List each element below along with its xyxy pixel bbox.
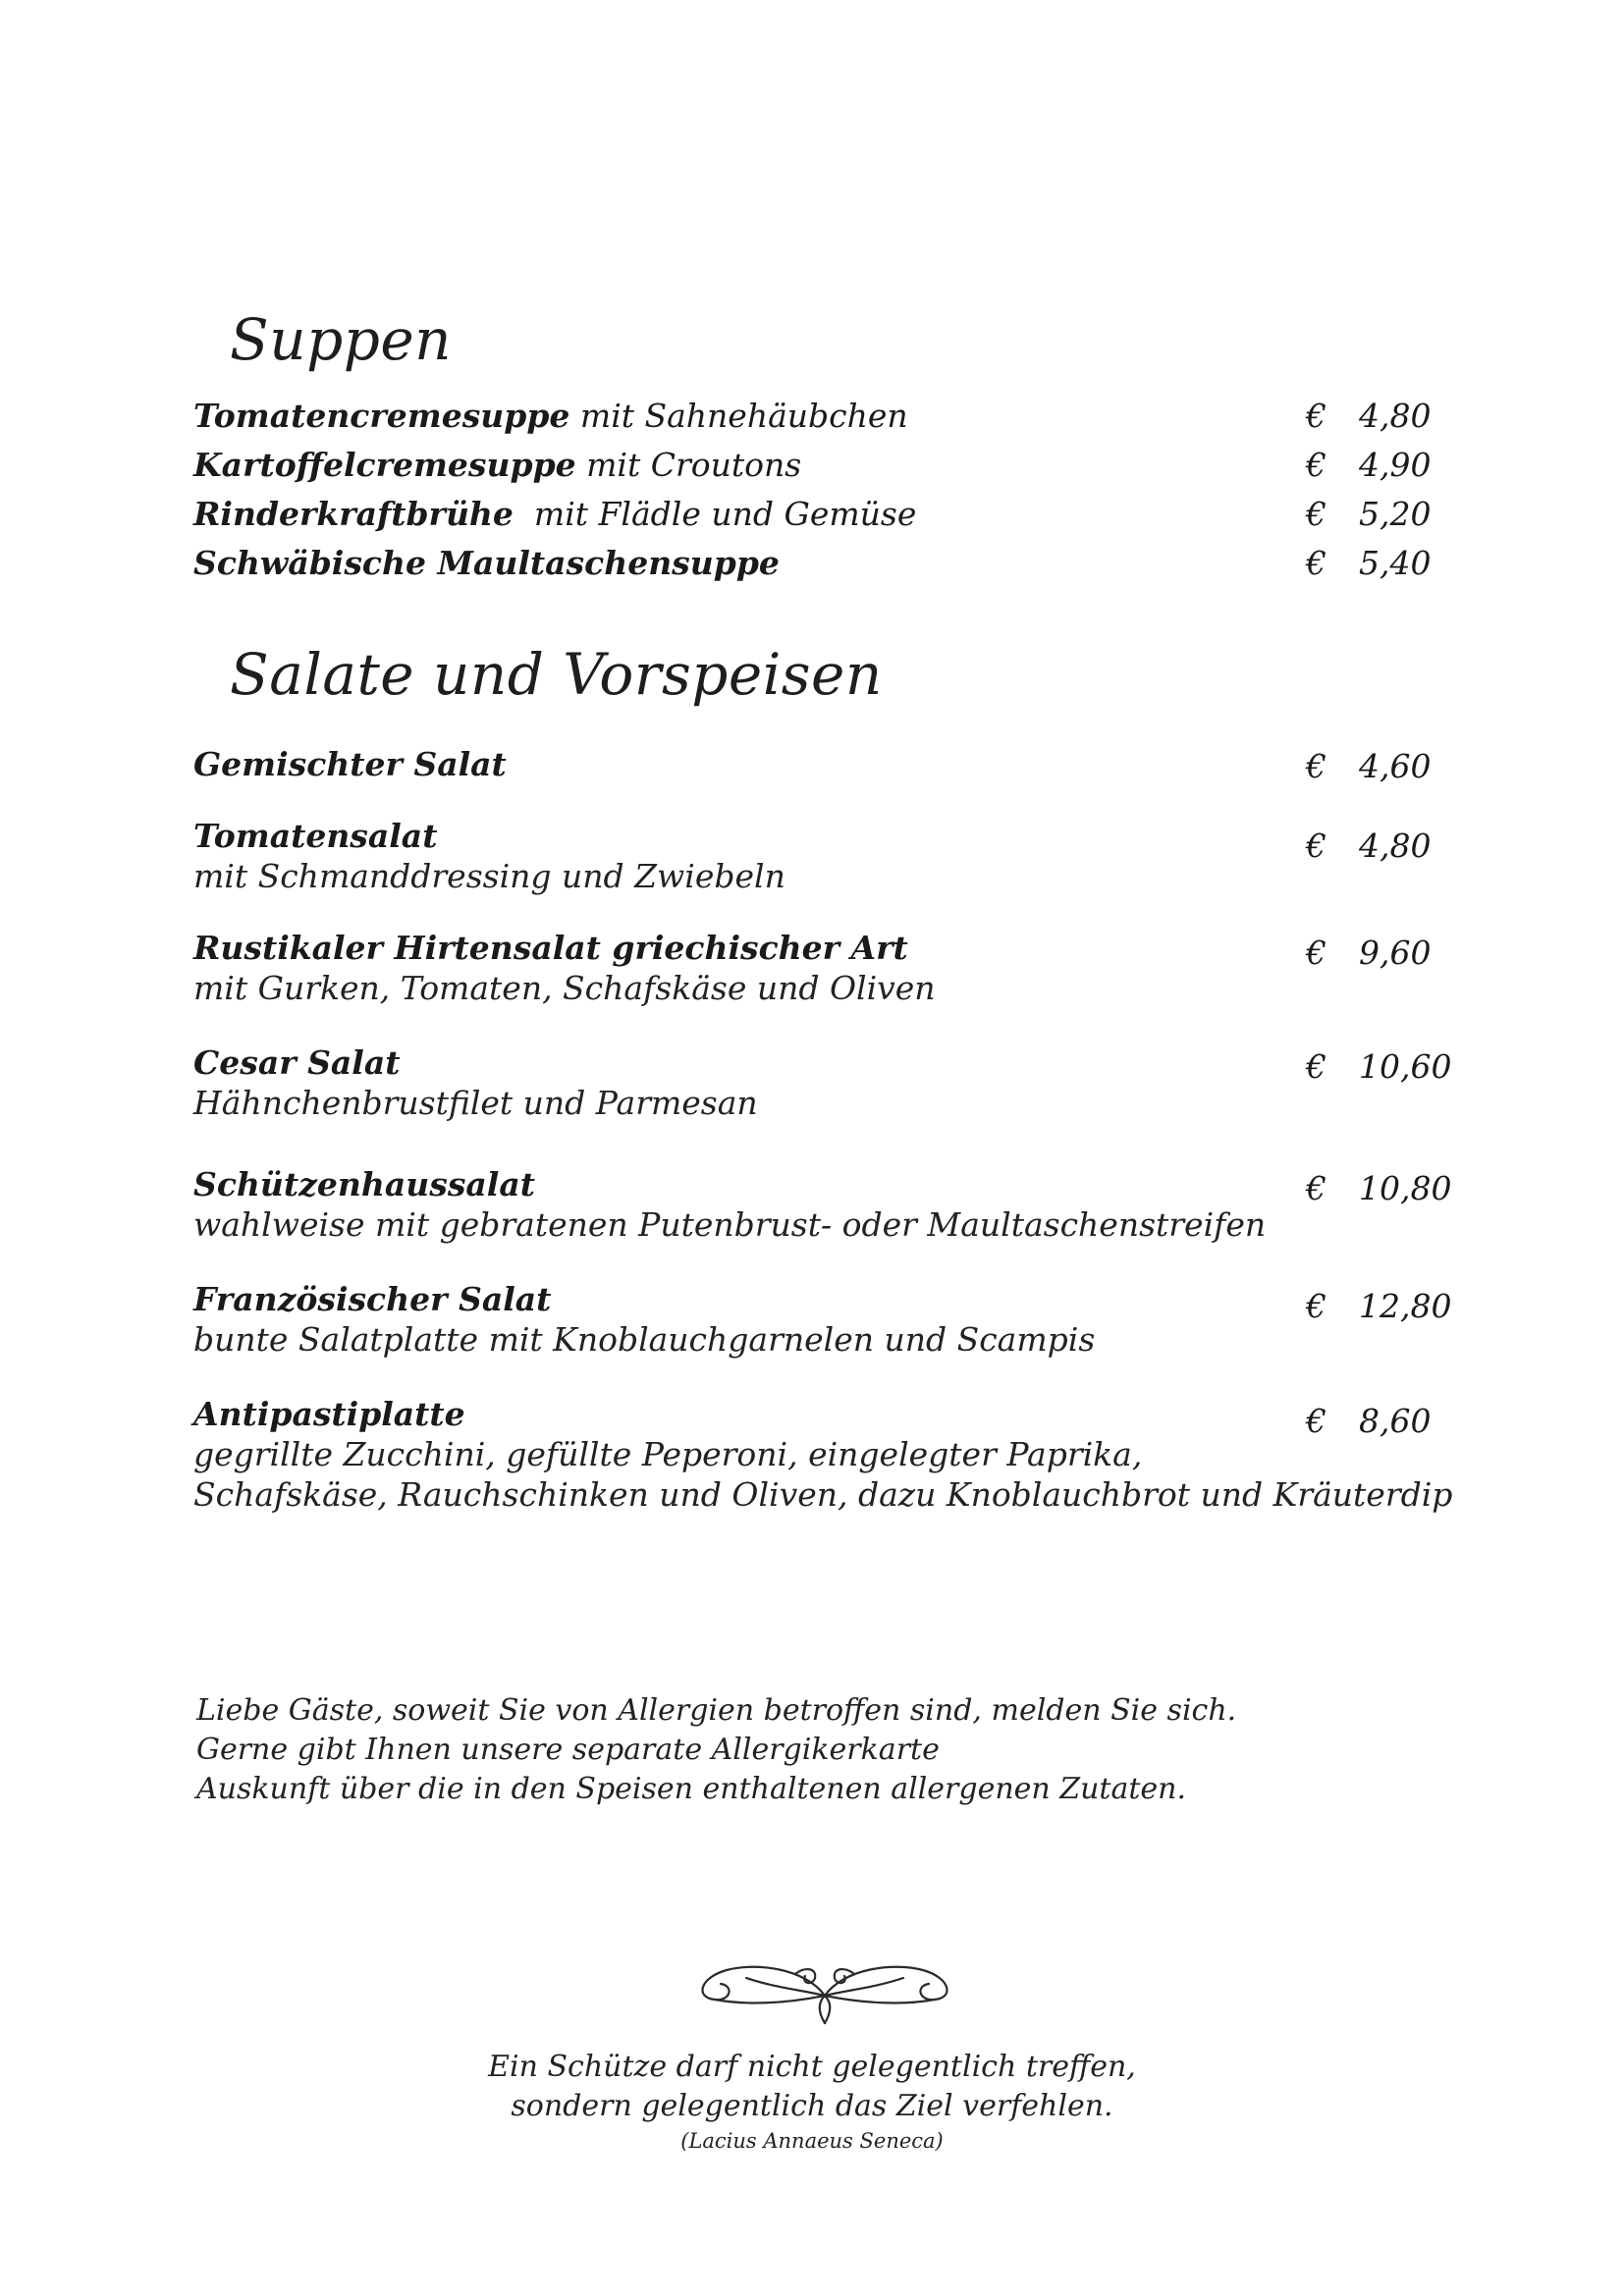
price-value: 5,20 — [1359, 495, 1432, 533]
currency-symbol: € — [1306, 544, 1326, 582]
swirl-ornament-icon — [687, 1949, 962, 2027]
item-price — [1306, 1286, 1502, 1326]
price-value: 4,90 — [1359, 446, 1432, 484]
menu-item-salad — [193, 816, 1470, 896]
quote — [419, 2048, 1205, 2154]
item-name: Gemischter Salat — [193, 745, 507, 783]
quote-line: Ein Schütze darf nicht gelegentlich treffen, — [488, 2050, 1136, 2084]
item-description: wahlweise mit gebratenen Putenbrust- oder Maultaschenstreifen — [193, 1205, 1267, 1244]
price-value: 4,80 — [1359, 397, 1432, 435]
item-name: Schützenhaussalat — [193, 1165, 535, 1203]
item-price — [1306, 543, 1502, 583]
menu-item-soup — [193, 543, 1470, 583]
section-title-soups: Suppen — [230, 306, 453, 373]
price-value: 12,80 — [1359, 1287, 1452, 1325]
currency-symbol: € — [1306, 397, 1326, 435]
item-name: Schwäbische Maultaschensuppe — [193, 544, 780, 582]
allergy-note-line: Liebe Gäste, soweit Sie von Allergien betroffen sind, melden Sie sich. — [196, 1693, 1237, 1728]
item-suffix: mit Sahnehäubchen — [569, 397, 908, 435]
item-price — [1306, 826, 1502, 866]
item-name: Tomatensalat — [193, 817, 438, 855]
item-price — [1306, 746, 1502, 786]
item-price — [1306, 396, 1502, 436]
price-value: 5,40 — [1359, 544, 1432, 582]
currency-symbol: € — [1306, 495, 1326, 533]
price-value: 10,60 — [1359, 1047, 1452, 1086]
item-price — [1306, 1401, 1502, 1441]
item-name: Kartoffelcremesuppe — [193, 446, 576, 484]
menu-item-salad — [193, 744, 1470, 784]
currency-symbol: € — [1306, 446, 1326, 484]
item-name: Cesar Salat — [193, 1043, 401, 1082]
item-name: Antipastiplatte — [193, 1395, 465, 1433]
menu-item-soup — [193, 494, 1470, 534]
allergy-note — [196, 1691, 1236, 1809]
item-price — [1306, 933, 1502, 973]
currency-symbol: € — [1306, 827, 1326, 865]
quote-author: (Lacius Annaeus Seneca) — [680, 2129, 944, 2153]
quote-line: sondern gelegentlich das Ziel verfehlen. — [511, 2089, 1113, 2123]
item-description: gegrillte Zucchini, gefüllte Peperoni, eingelegter Paprika, Schafskäse, Rauchschinken und Oliven, dazu Knoblauchbrot und Kräuterdip — [193, 1435, 1453, 1514]
item-name: Französischer Salat — [193, 1280, 552, 1318]
item-name: Rinderkraftbrühe — [193, 495, 514, 533]
currency-symbol: € — [1306, 1287, 1326, 1325]
price-value: 10,80 — [1359, 1169, 1452, 1207]
section-title-salads: Salate und Vorspeisen — [230, 641, 883, 708]
item-suffix: mit Flädle und Gemüse — [513, 495, 917, 533]
menu-item-salad — [193, 1164, 1470, 1245]
menu-item-soup — [193, 445, 1470, 485]
menu-item-salad — [193, 1042, 1470, 1123]
allergy-note-line: Auskunft über die in den Speisen enthaltenen allergenen Zutaten. — [196, 1772, 1187, 1806]
currency-symbol: € — [1306, 747, 1326, 785]
currency-symbol: € — [1306, 934, 1326, 972]
currency-symbol: € — [1306, 1047, 1326, 1086]
item-description: bunte Salatplatte mit Knoblauchgarnelen und Scampis — [193, 1320, 1096, 1359]
price-value: 8,60 — [1359, 1402, 1432, 1440]
menu-item-salad — [193, 1394, 1470, 1515]
item-suffix: mit Croutons — [575, 446, 802, 484]
item-price — [1306, 1168, 1502, 1208]
item-description: mit Gurken, Tomaten, Schafskäse und Oliven — [193, 969, 936, 1007]
price-value: 4,80 — [1359, 827, 1432, 865]
item-price — [1306, 445, 1502, 485]
item-name: Tomatencremesuppe — [193, 397, 570, 435]
menu-item-salad — [193, 1279, 1470, 1360]
currency-symbol: € — [1306, 1169, 1326, 1207]
menu-item-salad — [193, 928, 1470, 1008]
item-name: Rustikaler Hirtensalat griechischer Art — [193, 929, 908, 967]
price-value: 9,60 — [1359, 934, 1432, 972]
currency-symbol: € — [1306, 1402, 1326, 1440]
allergy-note-line: Gerne gibt Ihnen unsere separate Allergikerkarte — [196, 1733, 940, 1767]
item-price — [1306, 1046, 1502, 1087]
menu-item-soup — [193, 396, 1470, 436]
item-price — [1306, 494, 1502, 534]
item-description: Hähnchenbrustfilet und Parmesan — [193, 1084, 758, 1122]
item-description: mit Schmanddressing und Zwiebeln — [193, 857, 785, 895]
price-value: 4,60 — [1359, 747, 1432, 785]
